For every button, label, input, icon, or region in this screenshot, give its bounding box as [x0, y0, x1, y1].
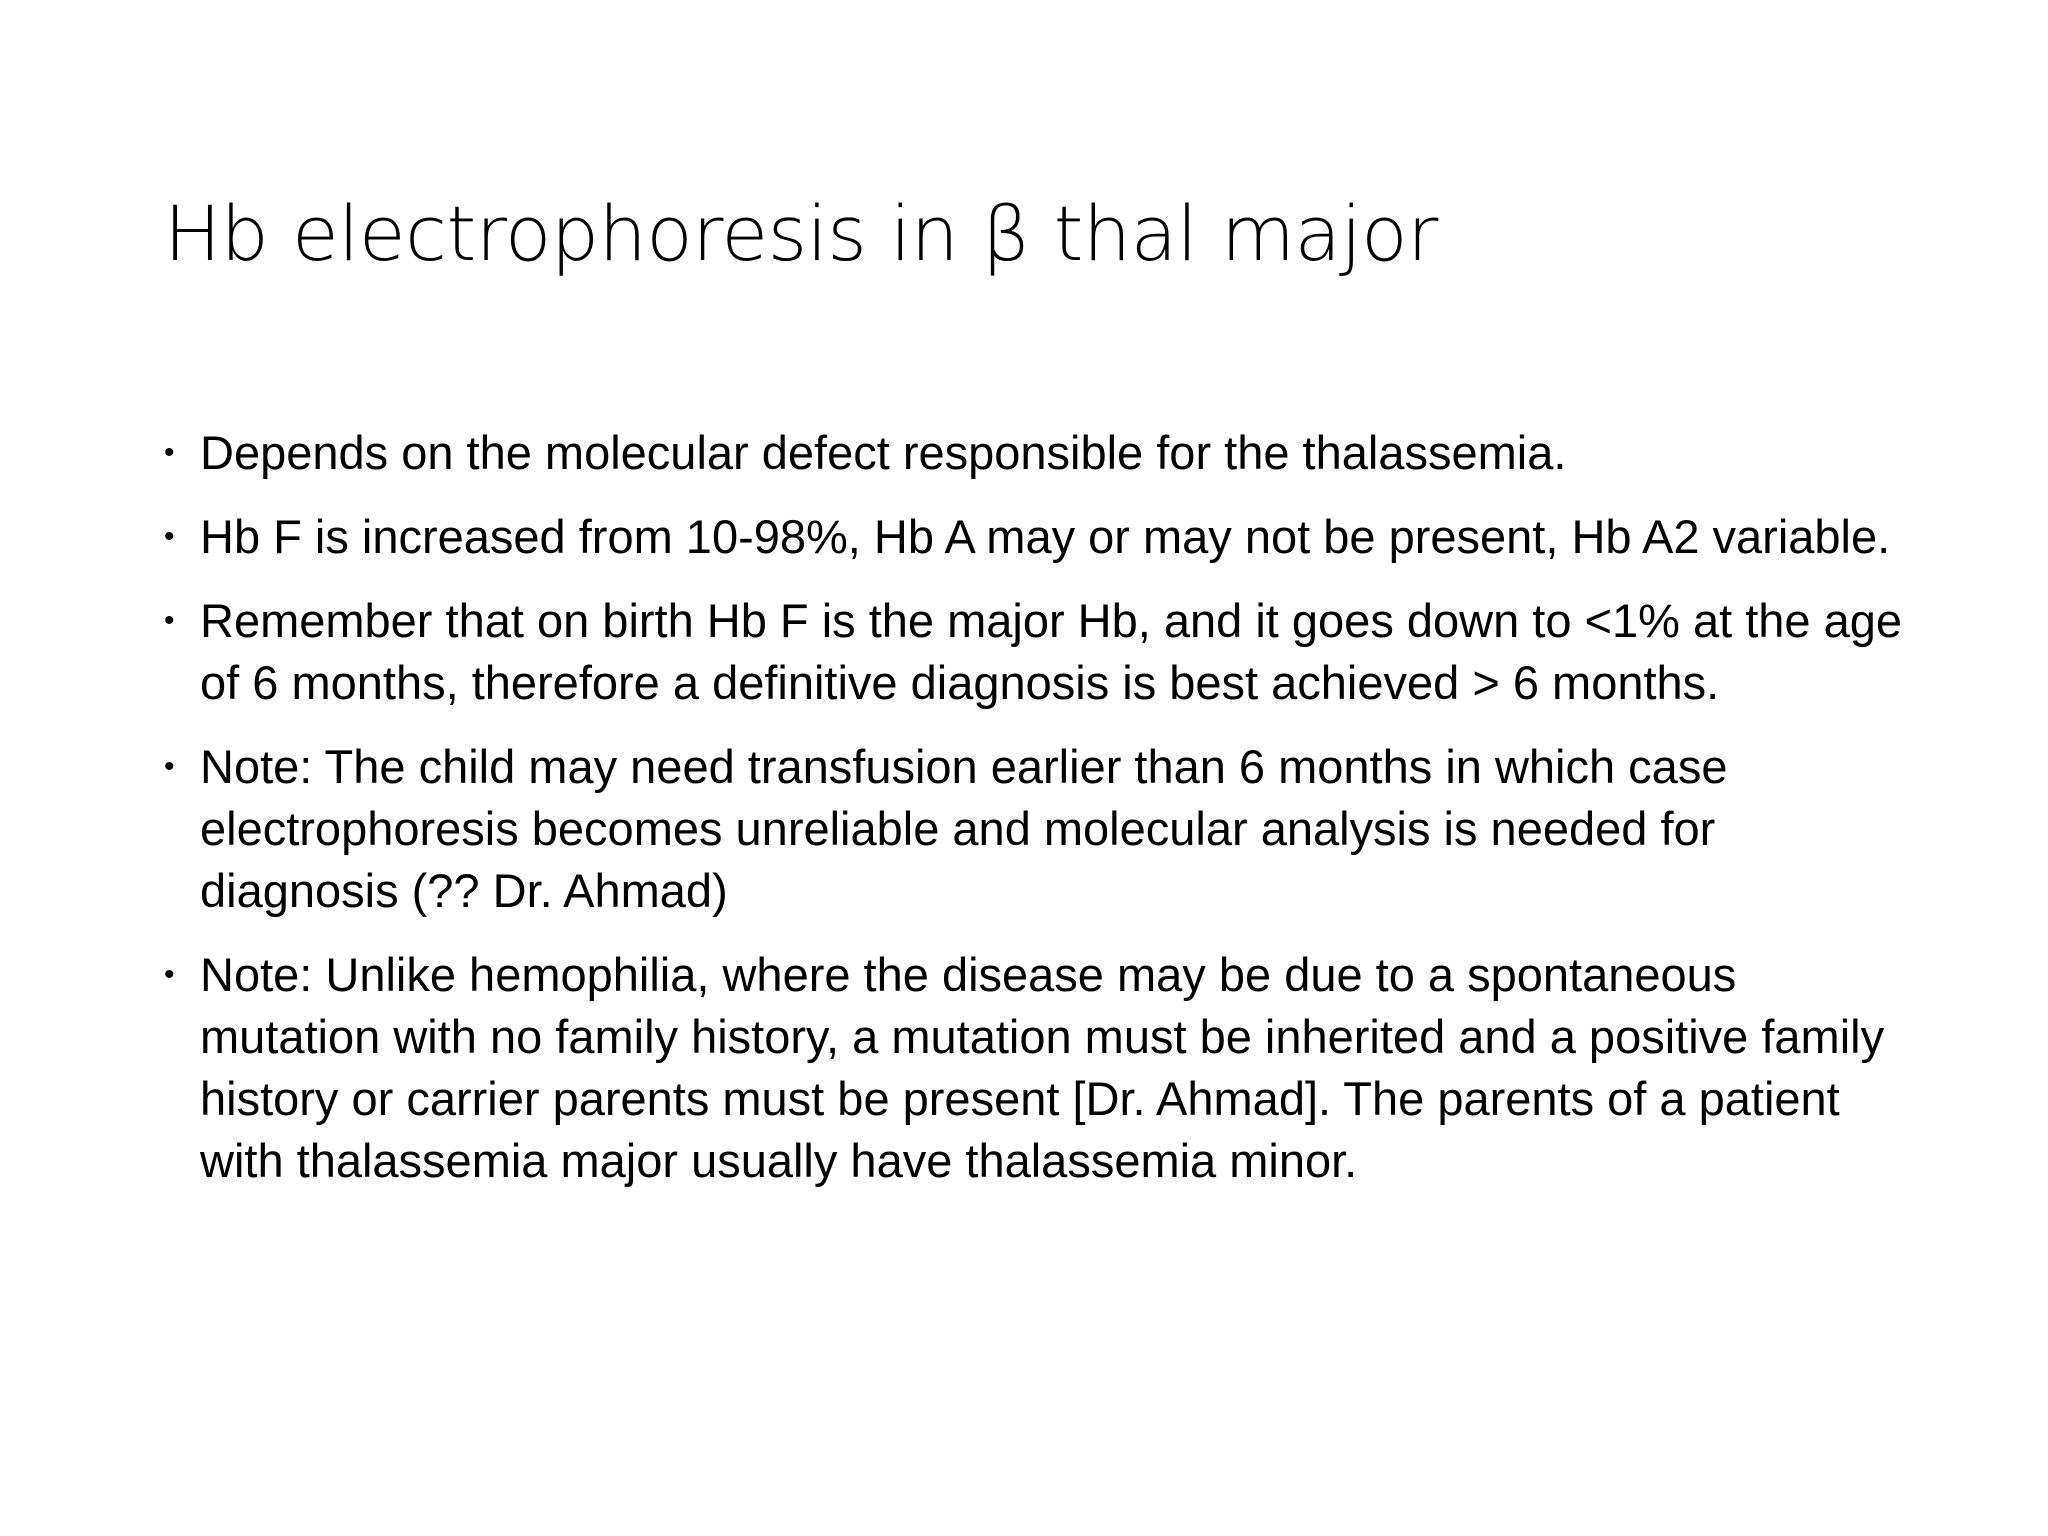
bullet-icon: • — [164, 750, 175, 783]
bullet-list — [164, 422, 1924, 1214]
bullet-text: Remember that on birth Hb F is the major Hb, and it goes down to <1% at the age of 6 months, therefore a definitive diagnosis is best achieved > 6 months. — [200, 594, 1903, 709]
bullet-text: Note: The child may need transfusion earlier than 6 months in which case electrophoresis becomes unreliable and molecular analysis is needed for diagnosis (?? Dr. Ahmad) — [200, 740, 1728, 917]
bullet-item — [164, 736, 1924, 922]
bullet-icon: • — [164, 604, 175, 637]
bullet-icon: • — [164, 436, 175, 469]
slide-title: Hb electrophoresis in β thal major — [164, 189, 1438, 278]
bullet-item — [164, 944, 1924, 1192]
bullet-text: Hb F is increased from 10-98%, Hb A may or may not be present, Hb A2 variable. — [200, 510, 1891, 563]
bullet-icon: • — [164, 520, 175, 553]
bullet-item — [164, 422, 1924, 484]
bullet-text: Depends on the molecular defect responsible for the thalassemia. — [200, 426, 1567, 479]
bullet-text: Note: Unlike hemophilia, where the disease may be due to a spontaneous mutation with no family history, a mutation must be inherited and a positive family history or carrier parents must be present [Dr. Ahmad]. The parents of a patient with thalassemia major usually have thalassemia minor. — [200, 948, 1885, 1187]
bullet-item — [164, 590, 1924, 714]
bullet-item — [164, 506, 1924, 568]
bullet-icon: • — [164, 958, 175, 991]
